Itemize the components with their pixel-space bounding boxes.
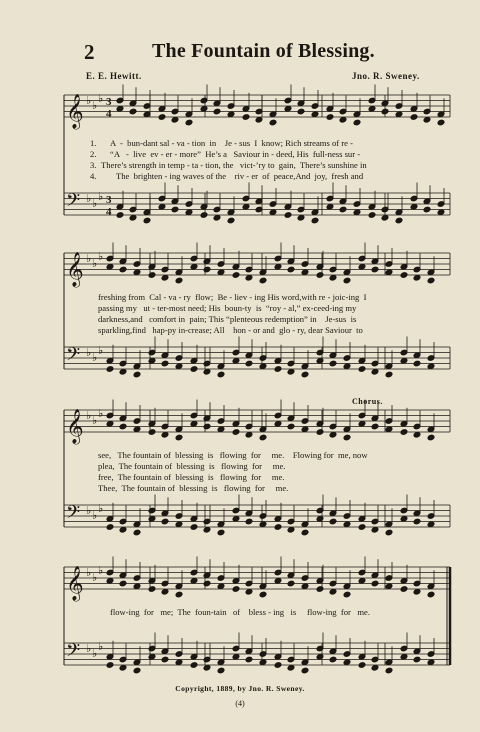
lyric-line: passing my ut - ter-most need; His boun-ty is “roy - al,” ex-ceed-ing my xyxy=(98,303,357,313)
svg-text:♭: ♭ xyxy=(86,567,92,579)
svg-text:𝄞: 𝄞 xyxy=(66,567,84,600)
svg-text:3: 3 xyxy=(106,96,112,108)
svg-text:♭: ♭ xyxy=(98,408,104,420)
svg-text:♭: ♭ xyxy=(92,258,98,270)
svg-text:♭: ♭ xyxy=(98,345,104,357)
svg-text:4: 4 xyxy=(106,206,112,218)
svg-text:♭: ♭ xyxy=(92,572,98,584)
svg-text:♭: ♭ xyxy=(86,193,92,205)
svg-text:♭: ♭ xyxy=(86,505,92,517)
verse-number: 1. xyxy=(90,138,97,148)
lyric-line: “A - live ev - er - more” He’s a Saviour in - deed, His full-ness sur - xyxy=(110,149,361,159)
author-credit: E. E. Hewitt. xyxy=(86,71,142,81)
svg-text:♭: ♭ xyxy=(92,352,98,364)
svg-text:♭: ♭ xyxy=(98,565,104,577)
hymn-number: 2 xyxy=(84,40,95,64)
svg-text:♭: ♭ xyxy=(92,415,98,427)
composer-credit: Jno. R. Sweney. xyxy=(352,71,420,81)
svg-text:♭: ♭ xyxy=(86,253,92,265)
page-number: (4) xyxy=(235,699,245,708)
verse-number: 4. xyxy=(90,171,97,181)
svg-text:♭: ♭ xyxy=(98,191,104,203)
lyric-line: flow-ing for me; The foun-tain of bless - ing is flow-ing for me. xyxy=(110,607,370,617)
svg-text:♭: ♭ xyxy=(92,648,98,660)
svg-text:♭: ♭ xyxy=(92,198,98,210)
lyric-line: The brighten - ing waves of the riv - er of peace,And joy, fresh and xyxy=(116,171,364,181)
svg-text:𝄞: 𝄞 xyxy=(66,95,84,128)
chorus-label: Chorus. xyxy=(352,397,383,406)
svg-text:𝄢: 𝄢 xyxy=(66,501,81,527)
svg-text:♭: ♭ xyxy=(86,347,92,359)
verse-number: 3. xyxy=(90,160,97,170)
svg-text:♭: ♭ xyxy=(86,95,92,107)
svg-text:♭: ♭ xyxy=(98,641,104,653)
svg-text:♭: ♭ xyxy=(98,93,104,105)
lyric-line: free, The fountain of blessing is flowing for me. xyxy=(98,472,285,482)
svg-text:♭: ♭ xyxy=(98,251,104,263)
lyric-line: A - bun-dant sal - va - tion in Je - sus I know; Rich streams of re - xyxy=(110,138,353,148)
lyric-line: sparkling,find hap-py in-crease; All hon - or and glo - ry, dear Saviour to xyxy=(98,325,363,335)
svg-text:4: 4 xyxy=(106,108,112,120)
lyric-line: darkness,and comfort in pain; This “plenteous redemption” in Je-sus is xyxy=(98,314,357,324)
lyric-line: see, The fountain of blessing is flowing for me. Flowing for me, now xyxy=(98,450,368,460)
svg-text:♭: ♭ xyxy=(92,100,98,112)
svg-text:𝄢: 𝄢 xyxy=(66,189,81,215)
svg-text:♭: ♭ xyxy=(86,643,92,655)
lyric-line: plea, The fountain of blessing is flowing for me. xyxy=(98,461,286,471)
svg-text:♭: ♭ xyxy=(98,503,104,515)
svg-text:𝄞: 𝄞 xyxy=(66,253,84,286)
lyric-line: Thee, The fountain of blessing is flowing for me. xyxy=(98,483,289,493)
svg-text:♭: ♭ xyxy=(92,510,98,522)
lyric-line: freshing from Cal - va - ry flow; Be - liev - ing His word,with re - joic-ing I xyxy=(98,292,367,302)
svg-text:3: 3 xyxy=(106,194,112,206)
svg-text:♭: ♭ xyxy=(86,410,92,422)
verse-number: 2. xyxy=(90,149,97,159)
hymn-title: The Fountain of Blessing. xyxy=(152,40,375,62)
svg-text:𝄢: 𝄢 xyxy=(66,343,81,369)
lyric-line: There’s strength in temp - ta - tion, the vict-’ry to gain, There’s sunshine in xyxy=(101,160,367,170)
copyright-notice: Copyright, 1889, by Jno. R. Sweney. xyxy=(175,684,305,693)
svg-text:𝄢: 𝄢 xyxy=(66,639,81,665)
svg-text:𝄞: 𝄞 xyxy=(66,410,84,443)
